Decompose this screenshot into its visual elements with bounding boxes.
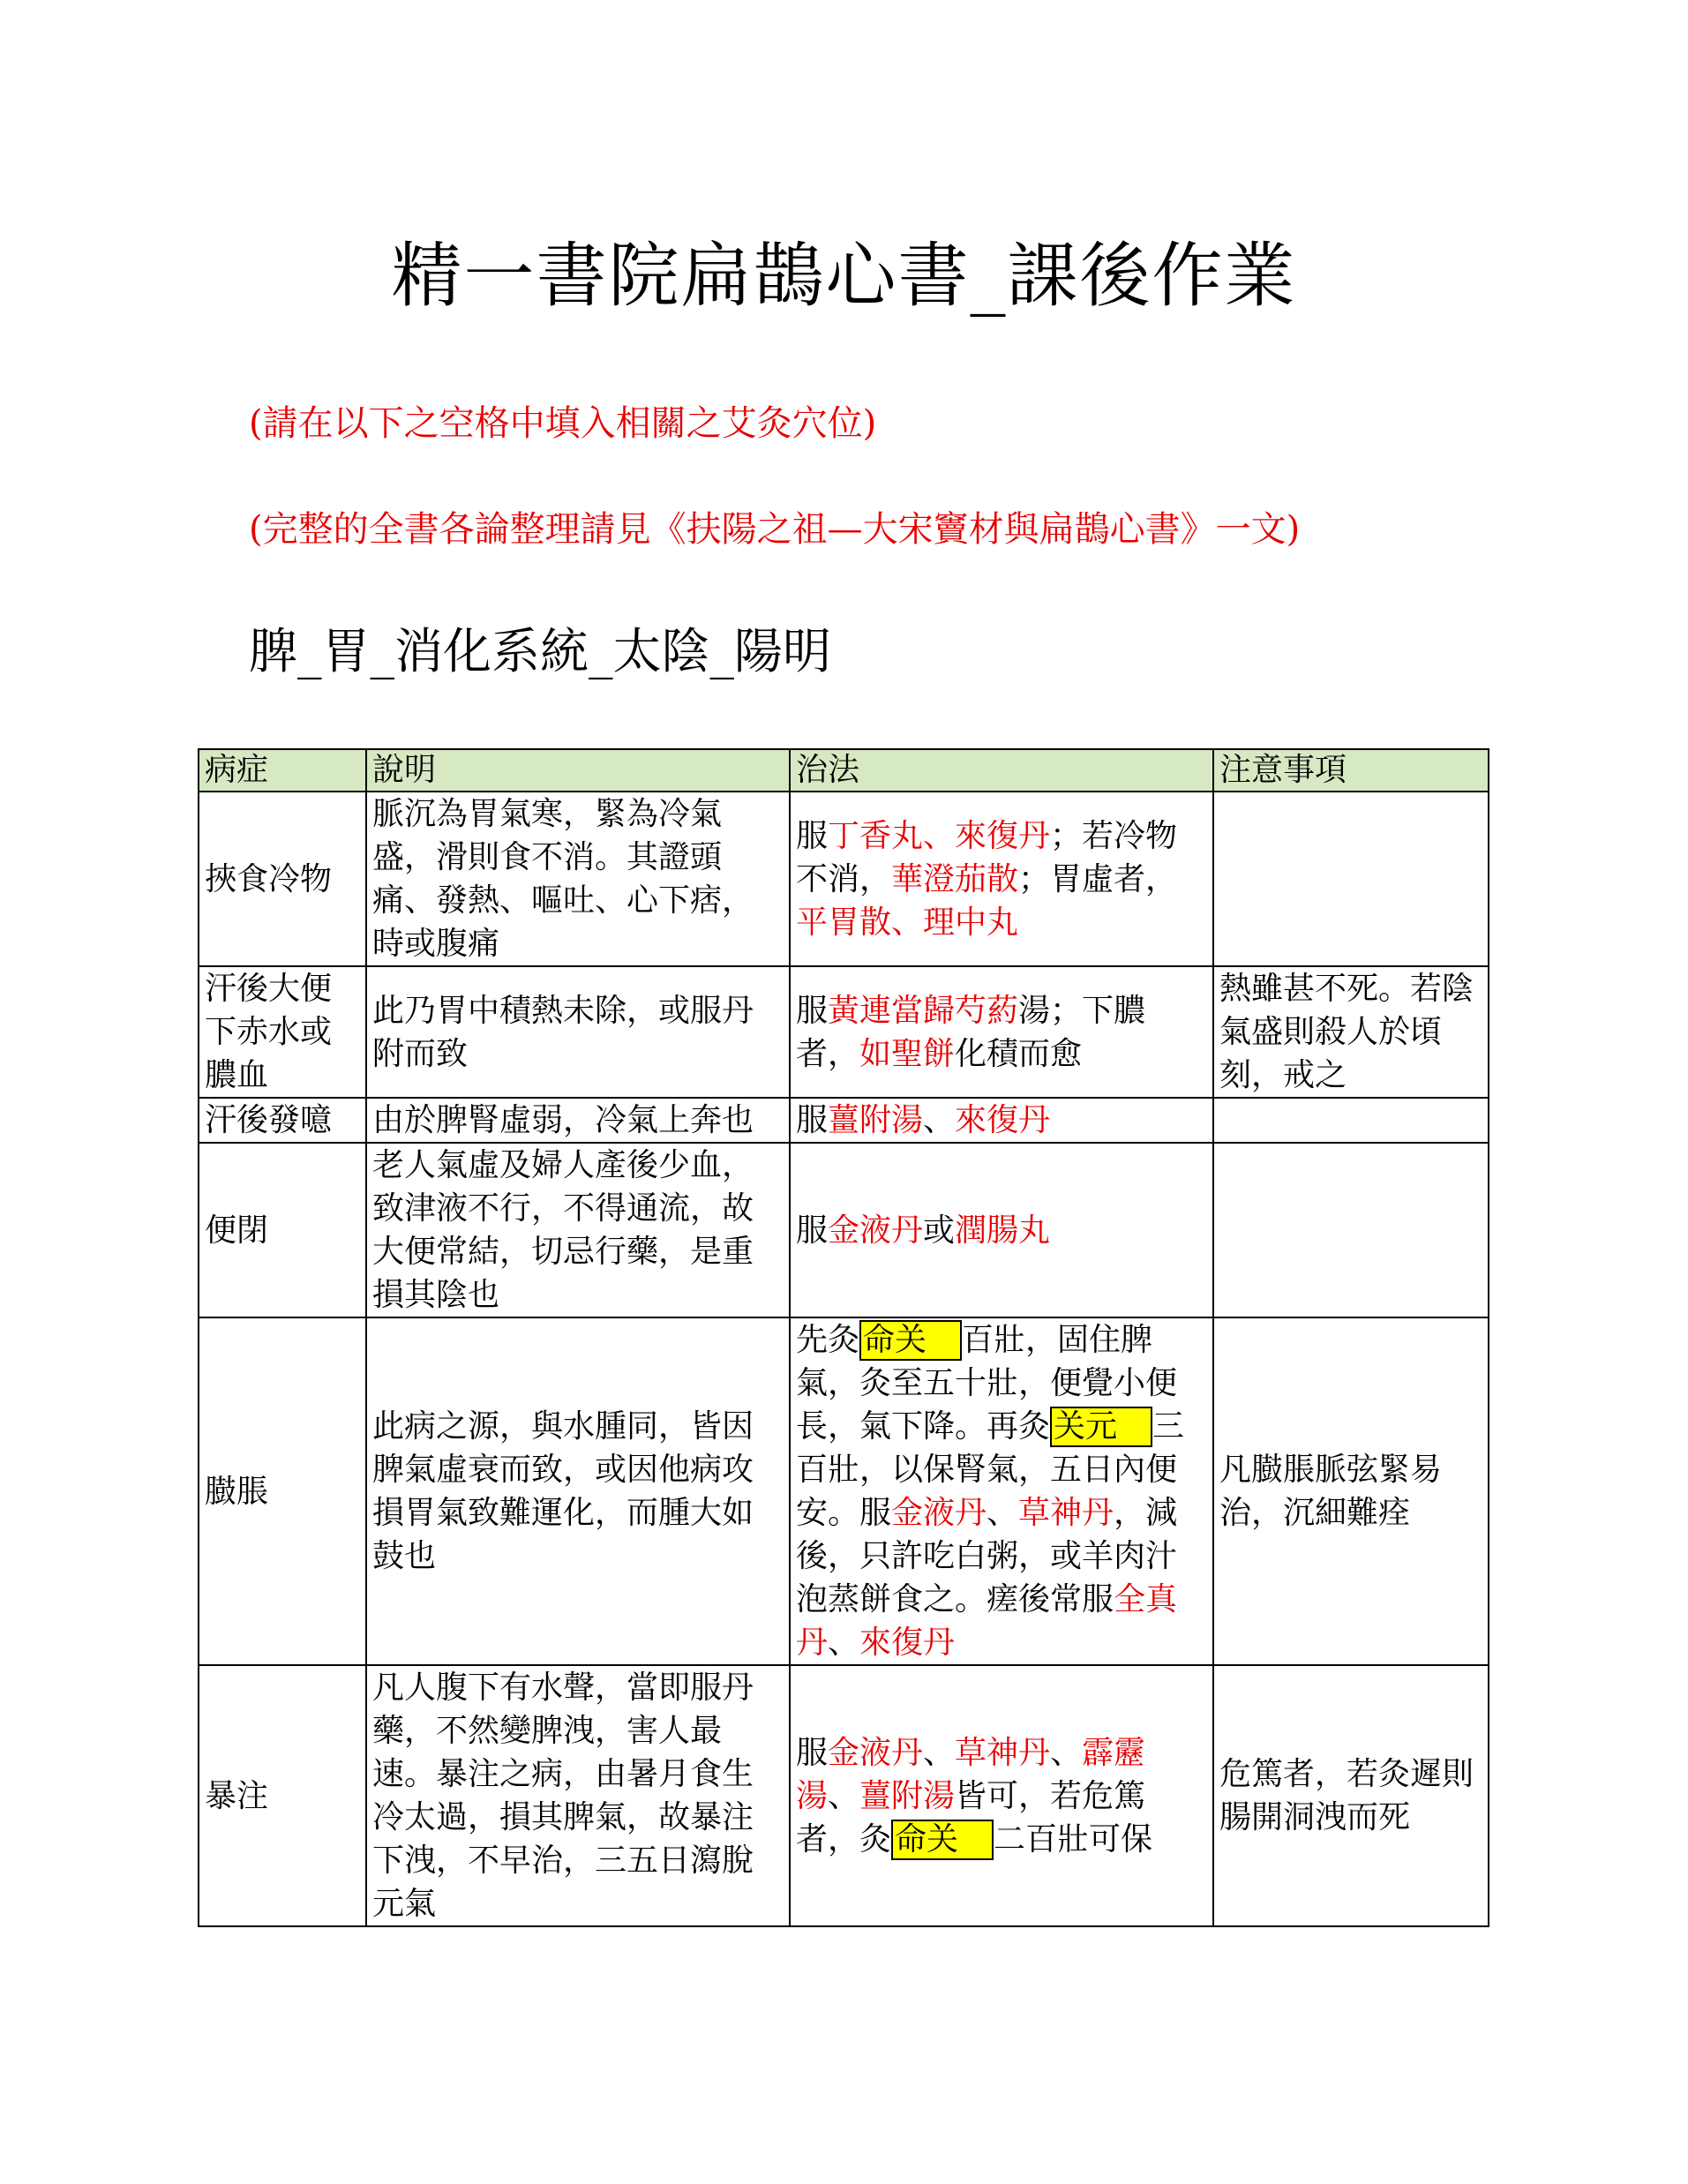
header-disease: 病症 [199,749,366,792]
notes-cell: 熱雖甚不死。若陰氣盛則殺人於頃刻，戒之 [1213,966,1489,1098]
remedy-name: 草神丹 [1018,1495,1114,1531]
notes-cell [1213,1098,1489,1143]
remedy-name: 草神丹 [955,1734,1051,1771]
remedy-name: 平胃散、理中丸 [796,904,1019,941]
table-row [199,1098,1489,1143]
table-row [199,1143,1489,1317]
treatment-cell [790,966,1213,1098]
treatment-text: 服 [796,817,829,854]
notes-cell [1213,792,1489,966]
treatment-text: 、 [828,1625,860,1661]
disease-cell: 暴注 [199,1665,366,1926]
disease-cell: 汗後發噫 [199,1098,366,1143]
section-heading: 脾_胃_消化系統_太陰_陽明 [249,623,832,679]
acupoint-blank[interactable]: 命关 [891,1820,994,1860]
header-treatment: 治法 [790,749,1213,792]
treatment-text: 二百壯可保 [994,1820,1153,1858]
disease-cell: 挾食冷物 [199,792,366,966]
treatment-text: 化積而愈 [955,1035,1083,1072]
treatment-text: ；若冷物不消， [796,817,1178,897]
table-header-row [199,749,1489,792]
instruction-note: (請在以下之空格中填入相關之艾灸穴位) [249,403,877,444]
table-row [199,966,1489,1098]
treatment-text: 服 [796,1212,829,1249]
treatment-text: ；胃虛者， [1018,860,1178,897]
remedy-name: 薑附湯 [828,1102,924,1138]
remedy-name: 金液丹 [891,1495,987,1531]
remedy-name: 金液丹 [828,1734,924,1771]
remedy-name: 華澄茄散 [891,860,1019,897]
treatment-text: 三百壯，以保腎氣，五日內便安。服 [796,1408,1185,1531]
remedy-name: 霹靂湯 [796,1734,1146,1814]
acupoint-blank[interactable]: 关元 [1050,1407,1152,1447]
treatment-text: ，減後，只許吃白粥，或羊肉汁泡蒸餅食之。瘥後常服 [796,1495,1178,1617]
table-row [199,792,1489,966]
treatment-text: 皆可，若危篤者，灸 [796,1777,1146,1858]
remedy-name: 如聖餅 [859,1035,956,1072]
treatment-text: 、 [987,1495,1019,1531]
description-cell: 脈沉為胃氣寒，緊為冷氣盛，滑則食不消。其證頭痛、發熱、嘔吐、心下痞，時或腹痛 [366,792,790,966]
treatment-text: 、 [923,1102,956,1138]
treatment-text: 服 [796,1734,829,1771]
header-notes: 注意事項 [1213,749,1489,792]
notes-cell: 凡臌脹脈弦緊易治，沉細難痊 [1213,1317,1489,1665]
notes-cell: 危篤者，若灸遲則腸開洞洩而死 [1213,1665,1489,1926]
treatment-text: 、 [923,1734,956,1771]
treatment-cell [790,1143,1213,1317]
header-description: 說明 [366,749,790,792]
description-cell: 此病之源，與水腫同，皆因脾氣虛衰而致，或因他病攻損胃氣致難運化，而腫大如鼓也 [366,1317,790,1665]
description-cell: 凡人腹下有水聲，當即服丹藥，不然變脾洩，害人最速。暴注之病，由暑月食生冷太過，損其脾氣，故暴注下洩，不早治，三五日瀉脫元氣 [366,1665,790,1926]
remedy-name: 全真丹 [796,1581,1178,1661]
remedy-name: 黃連當歸芍葯 [828,992,1019,1029]
remedy-name: 來復丹 [955,1102,1051,1138]
treatment-cell [790,1098,1213,1143]
notes-cell [1213,1143,1489,1317]
treatment-cell [790,792,1213,966]
treatment-text: 先灸 [796,1322,860,1358]
acupoint-blank[interactable]: 命关 [859,1320,962,1361]
treatment-text: 服 [796,1102,829,1138]
remedy-name: 薑附湯 [859,1777,956,1814]
page-title: 精一書院扁鵲心書_課後作業 [391,235,1297,317]
treatment-text: 服 [796,992,829,1029]
description-cell: 由於脾腎虛弱，冷氣上奔也 [366,1098,790,1143]
disease-cell: 臌脹 [199,1317,366,1665]
table-row [199,1317,1489,1665]
treatment-table [198,748,1489,1927]
description-cell: 此乃胃中積熱未除，或服丹附而致 [366,966,790,1098]
treatment-text: 百壯，固住脾氣，灸至五十壯，便覺小便長，氣下降。再灸 [796,1322,1178,1445]
disease-cell: 汗後大便下赤水或膿血 [199,966,366,1098]
description-cell: 老人氣虛及婦人產後少血，致津液不行，不得通流，故大便常結，切忌行藥，是重損其陰也 [366,1143,790,1317]
treatment-text: 、 [1050,1734,1083,1771]
remedy-name: 潤腸丸 [955,1212,1051,1249]
remedy-name: 來復丹 [859,1625,956,1661]
treatment-text: 湯；下膿者， [796,992,1146,1072]
table-row [199,1665,1489,1926]
reference-note: (完整的全書各論整理請見《扶陽之祖—大宋竇材與扁鵲心書》一文) [249,509,1301,550]
treatment-cell [790,1665,1213,1926]
treatment-text: 、 [828,1777,860,1814]
treatment-text: 或 [923,1212,956,1249]
disease-cell: 便閉 [199,1143,366,1317]
remedy-name: 金液丹 [828,1212,924,1249]
treatment-cell [790,1317,1213,1665]
remedy-name: 丁香丸、來復丹 [828,817,1051,854]
